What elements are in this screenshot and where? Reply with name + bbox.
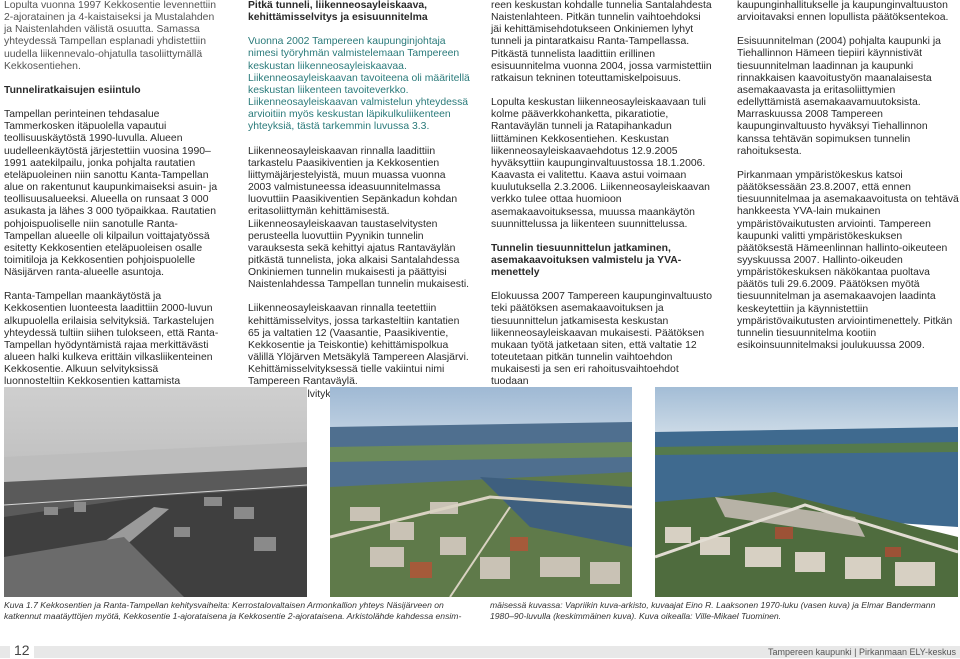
paragraph: Lopulta vuonna 1997 Kekkosentie levennettiin 2-ajoratainen ja 4-kaistaiseksi ja Mustalahden ja Naistenlahden välistä osuutta. Samassa yhteydessä Tampellan esplanadi yhdistettiin uudella liikennevalo-ohjatulla tasoliittymällä Kekkosentiehen. bbox=[4, 0, 217, 72]
text-column-4 bbox=[737, 0, 959, 364]
figure-caption-right: mäisessä kuvassa: Vapriikin kuva-arkisto, kuvaajat Eino R. Laaksonen 1970-luku (vasen kuva) ja Elmar Bandermann 1980–90-luvulla (keskimmäinen kuva). Kuva oikealla: Ville-Mikael Tuominen. bbox=[490, 600, 936, 621]
paragraph: Liikenneosayleiskaavan rinnalla teetettiin kehittämisselvitys, jossa tarkasteltiin kantatien 65 ja valtatien 12 (Vaasantie, Paasikiventie, Kekkosentie ja Teiskontie) kehittämispolkua välillä Ylöjärven Metsäkylä Tampereen Alasjärvi. Kehittämisselvityksessä tielle vakiintui nimi Tampereen Rantaväylä. bbox=[248, 303, 469, 388]
section-heading: Tunneliratkaisujen esiintulo bbox=[4, 84, 141, 96]
aerial-photo-grayscale bbox=[4, 387, 307, 597]
text-column-1 bbox=[4, 0, 220, 437]
aerial-photo-color-right bbox=[655, 387, 958, 597]
footer-bar-left bbox=[0, 646, 10, 658]
text-column-2 bbox=[248, 0, 470, 425]
paragraph: Esisuunnitelman (2004) pohjalta kaupunki ja Tiehallinnon Hämeen tiepiiri käynnistivät tiesuunnitelman laadinnan ja kaupunki rinnakkaisen kaavoitustyön maanalaisesta asemakaavasta ja eritasoliittymien edellyttämistä asemakaavamuutoksista. Marraskuussa 2008 Tampereen kaupunginvaltuusto hyväksyi Tiehallinnon kanssa tehtävän sopimuksen tunnelin rahoituksesta. bbox=[737, 36, 941, 157]
paragraph: reen keskustan kohdalle tunnelia Santalahdesta Naistenlahteen. Pitkän tunnelin vaihtoehdoksi jäi kehittämisehdotukseen Onkiniemen lyhyt tunneli ja pintaratkaisu Ranta-Tampellassa. Pitkästä tunnelista laadittiin erillinen esisuunnitelma vuonna 2004, jossa varmistettiin ratkaisun tekninen toteuttamiskelpoisuus. bbox=[491, 0, 712, 84]
paragraph: Pirkanmaan ympäristökeskus katsoi päätöksessään 23.8.2007, että ennen tiesuunnitelmaa ja asemakaavoitusta on tehtävä hankkeesta YVA-lain mukainen ympäristövaikutusten arviointi. Tampereen kaupunki valitti ympäristökeskuksen päätöksestä Hämeenlinnan hallinto-oikeuteen syyskuussa 2007. Hallinto-oikeuden ympäristökeskuksen näkökantaa puoltava päätös tuli 29.6.2009. Päätöksen myötä tiesuunnitelman ja asemakaavojen laadinta keskeytettiin ja käynnistettiin ympäristövaikutusten arviointimenettely. Pitkän tunnelin tiesuunnitelma kootiin esikoinsuunnitelmaksi joulukuussa 2009. bbox=[737, 169, 959, 352]
text-column-3 bbox=[491, 0, 713, 401]
paragraph: Ranta-Tampellan maankäytöstä ja Kekkosentien luonteesta laadittiin 2000-luvun alkupuolella erilaisia selvityksiä. Tarkastelujen yhteydessä tultiin siihen tulokseen, että Ranta-Tampellan hyödyntämistä rajaa merkittävästi alueen halki kulkeva erittäin vilkasliikenteinen Kekkosentie. Alkuun selvityksissä luonnosteltiin Kekkosentien kattamista bbox=[4, 291, 219, 388]
paragraph: Lopulta keskustan liikenneosayleiskaavaan tuli kolme pääverkkohanketta, pikaratiotie, Rantaväylän tunneli ja Ratapihankadun liittäminen Kekkosentiehen. Keskustan liikenneosayleiskaavaehdotus 12.9.2005 hyväksyttiin kaupunginvaltuustossa 18.1.2006. Kaavasta ei valitettu. Kaava astui voimaan kuulutuksella 2.3.2006. Liikenneosayleiskaavan verkko tulee ottaa huomioon asemakaavoituksessa, muussa maankäytön suunnittelussa ja liikenteen suunnittelussa. bbox=[491, 97, 710, 230]
paragraph: Tampellan perinteinen tehdasalue Tammerkosken itäpuolella vapautui teollisuuskäytöstä 1990-luvulla. Alueen uudelleenkäytöstä järjestettiin vuosina 1990–1991 aatekilpailu, jonka pohjalta rautatien eteläpuoleinen niin sanottu Kanta-Tampellan alue on rakentunut kaupunkimaiseksi asuin- ja teollisuusalueeksi. Alueella on runsaat 3 000 asukasta ja lähes 3 000 työpaikkaa. Rautatien pohjoispuoliselle niin sanotulle Ranta-Tampellan alueelle oli kilpailun voittajatyössä esitetty Kekkosentien eteläpuoleisen osalle toimitiloja ja Kekkosentien pohjoispuolelle Näsijärven ranta-alueelle asuntoja. bbox=[4, 109, 218, 279]
section-heading: Pitkä tunneli, liikenneosayleiskaava, kehittämisselvitys ja esisuunnitelma bbox=[248, 0, 428, 24]
paragraph: Liikenneosayleiskaavan rinnalla laadittiin tarkastelu Paasikiventien ja Kekkosentien liittymäjärjestelyistä, muun muassa vuonna 2003 valmistuneessa ideasuunnitelmassa luovuttiin Paasikiventien Sepänkadun kohdan eritasoliittymän kehittämisestä. Liikenneosayleiskaavan taustaselvitysten perusteella luovuttiin Pyynikin tunnelin varauksesta sekä kehittyi ajatus Rantaväylän pitkästä tunnelista, joka alkaisi Santalahdessa Onkiniemen tunnelin mukaisesti ja päättyisi Naistenlahdessa Tampellan tunnelin mukaisesti. bbox=[248, 145, 470, 291]
figure-caption-left: Kuva 1.7 Kekkosentien ja Ranta-Tampellan kehitysvaiheita: Kerrostalovaltaisen Armonkallion yhteys Näsijärveen on katkennut maatäyttöjen myötä, Kekkosentie 1-ajorataisena ja Kekkosentie 2-ajorataisena. Arkistolähde kahdessa ensim- bbox=[4, 600, 462, 621]
paragraph: Elokuussa 2007 Tampereen kaupunginvaltuusto teki päätöksen asemakaavoituksen ja tiesuunnittelun jatkamisesta keskustan liikenneosayleiskaavan mukaisesti. Päätöksen mukaan työtä jatketaan siten, että valtatie 12 toteutetaan pitkän tunnelin vaihtoehdon mukaisesti ja sen eri rahoitusvaihtoehdot tuodaan bbox=[491, 291, 713, 388]
page-footer bbox=[0, 638, 960, 659]
footer-credit: Tampereen kaupunki | Pirkanmaan ELY-keskus bbox=[768, 647, 956, 657]
aerial-photo-color-middle bbox=[330, 387, 632, 597]
paragraph: kaupunginhallitukselle ja kaupunginvaltuuston arvioitavaksi ennen lopullista päätöksentekoa. bbox=[737, 0, 949, 24]
paragraph: Vuonna 2002 Tampereen kaupunginjohtaja nimesi työryhmän valmistelemaan Tampereen keskustan liikenneosayleiskaavaa. Liikenneosayleiskaavan tavoiteena oli määritellä keskustan liikenteen tavoiteverkko. Liikenneosayleiskaavan valmistelun yhteydessä arvioitiin myös keskustan läpikulkuliikenteen yhteyksiä, tästä tarkemmin luvussa 3.3. bbox=[248, 36, 470, 133]
page-number: 12 bbox=[14, 642, 30, 658]
section-heading: Tunnelin tiesuunnittelun jatkaminen, asemakaavoituksen valmistelu ja YVA-menettely bbox=[491, 242, 682, 279]
